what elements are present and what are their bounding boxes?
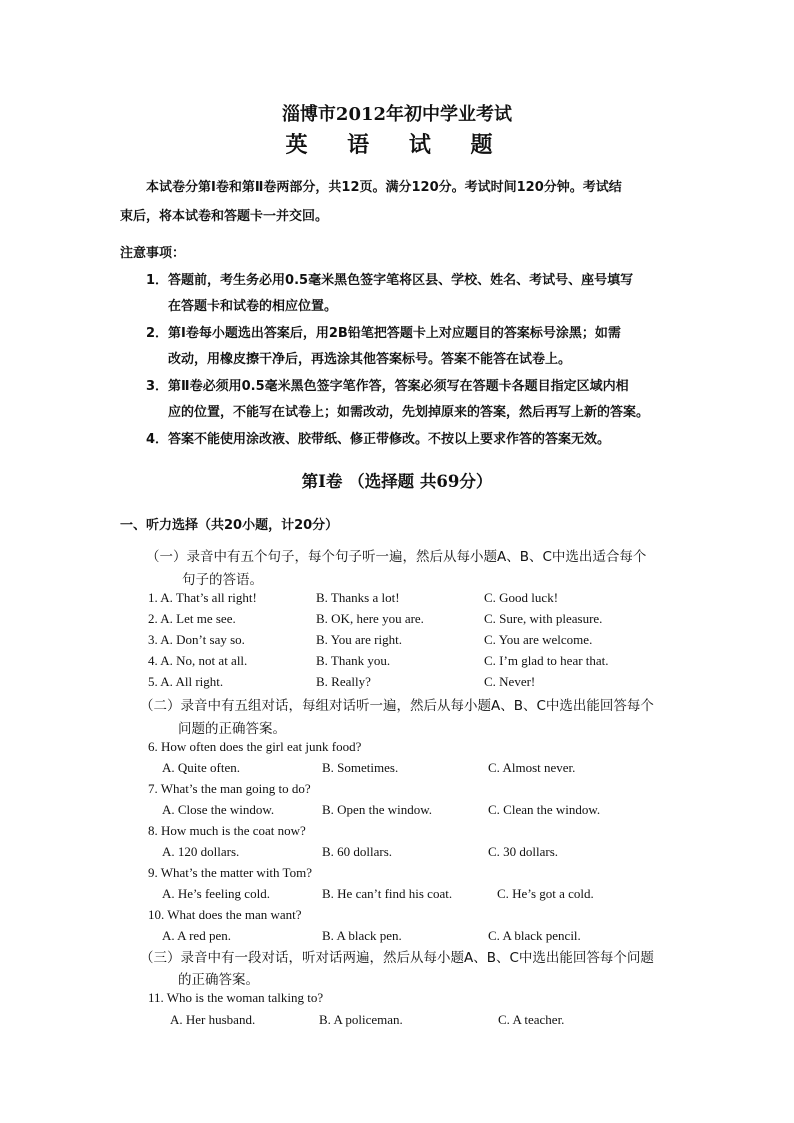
subsection-2-line-1: （二）录音中有五组对话，每组对话听一遍，然后从每小题A、B、C中选出能回答每个 [140,698,654,714]
q1-option-a: 1. A. That’s all right! [148,590,257,605]
q8-option-b: B. 60 dollars. [322,844,393,859]
q11-option-a: A. Her husband. [170,1012,256,1027]
q8-option-a: A. 120 dollars. [162,844,240,859]
q10-question: 10. What does the man want? [148,907,302,922]
subsection-2-line-2: 问题的正确答案。 [178,721,286,737]
subsection-1-line-2: 句子的答语。 [182,572,263,588]
q8-option-c: C. 30 dollars. [488,844,559,859]
intro-line-1: 本试卷分第Ⅰ卷和第Ⅱ卷两部分，共12页。满分120分。考试时间120分钟。考试结 [146,180,622,195]
note-4: 4．答案不能使用涂改液、胶带纸、修正带修改。不按以上要求作答的答案无效。 [146,432,611,447]
q10-option-a: A. A red pen. [162,928,231,943]
q1-option-c: C. Good luck! [484,590,559,605]
notes-heading: 注意事项： [120,246,186,261]
q4-option-b: B. Thank you. [316,653,391,668]
q6-option-c: C. Almost never. [488,760,576,775]
q8-question: 8. How much is the coat now? [148,823,306,838]
q2-option-b: B. OK, here you are. [316,611,424,626]
q9-option-a: A. He’s feeling cold. [162,886,270,901]
q2-option-c: C. Sure, with pleasure. [484,611,603,626]
q10-option-c: C. A black pencil. [488,928,581,943]
part-1-title: 第Ⅰ卷 （选择题 共69分） [301,472,493,491]
intro-line-2: 束后，将本试卷和答题卡一并交回。 [120,209,329,224]
q3-option-a: 3. A. Don’t say so. [148,632,245,647]
q3-option-b: B. You are right. [316,632,402,647]
note-1-line-1: 1．答题前，考生务必用0.5毫米黑色签字笔将区县、学校、姓名、考试号、座号填写 [146,273,634,288]
note-3-line-2: 应的位置，不能写在试卷上；如需改动，先划掉原来的答案，然后再写上新的答案。 [168,405,650,420]
q4-option-c: C. I’m glad to hear that. [484,653,609,668]
q2-option-a: 2. A. Let me see. [148,611,236,626]
q9-option-c: C. He’s got a cold. [497,886,594,901]
subsection-3-line-1: （三）录音中有一段对话，听对话两遍，然后从每小题A、B、C中选出能回答每个问题 [140,950,654,966]
q7-option-b: B. Open the window. [322,802,433,817]
q7-question: 7. What’s the man going to do? [148,781,311,796]
q5-option-a: 5. A. All right. [148,674,224,689]
note-1-line-2: 在答题卡和试卷的相应位置。 [168,299,338,314]
q11-option-c: C. A teacher. [498,1012,565,1027]
q6-option-a: A. Quite often. [162,760,240,775]
exam-title: 淄博市2012年初中学业考试 [281,104,513,125]
q6-option-b: B. Sometimes. [322,760,399,775]
q4-option-a: 4. A. No, not at all. [148,653,248,668]
q10-option-b: B. A black pen. [322,928,402,943]
section-1-heading: 一、听力选择（共20小题，计20分） [120,518,339,533]
q7-option-a: A. Close the window. [162,802,275,817]
q11-option-b: B. A policeman. [319,1012,403,1027]
subsection-3-line-2: 的正确答案。 [178,972,259,988]
exam-subject: 英 语 试 题 [285,132,509,158]
q5-option-c: C. Never! [484,674,536,689]
note-2-line-2: 改动，用橡皮擦干净后，再选涂其他答案标号。答案不能答在试卷上。 [168,352,572,367]
q9-option-b: B. He can’t find his coat. [322,886,453,901]
q1-option-b: B. Thanks a lot! [316,590,400,605]
q3-option-c: C. You are welcome. [484,632,593,647]
subsection-1-line-1: （一）录音中有五个句子，每个句子听一遍，然后从每小题A、B、C中选出适合每个 [146,549,647,565]
q5-option-b: B. Really? [316,674,371,689]
note-2-line-1: 2．第Ⅰ卷每小题选出答案后，用2B铅笔把答题卡上对应题目的答案标号涂黑；如需 [146,326,621,341]
q11-question: 11. Who is the woman talking to? [148,990,324,1005]
q7-option-c: C. Clean the window. [488,802,601,817]
note-3-line-1: 3．第Ⅱ卷必须用0.5毫米黑色签字笔作答，答案必须写在答题卡各题目指定区域内相 [146,379,629,394]
q9-question: 9. What’s the matter with Tom? [148,865,312,880]
q6-question: 6. How often does the girl eat junk food? [148,739,362,754]
